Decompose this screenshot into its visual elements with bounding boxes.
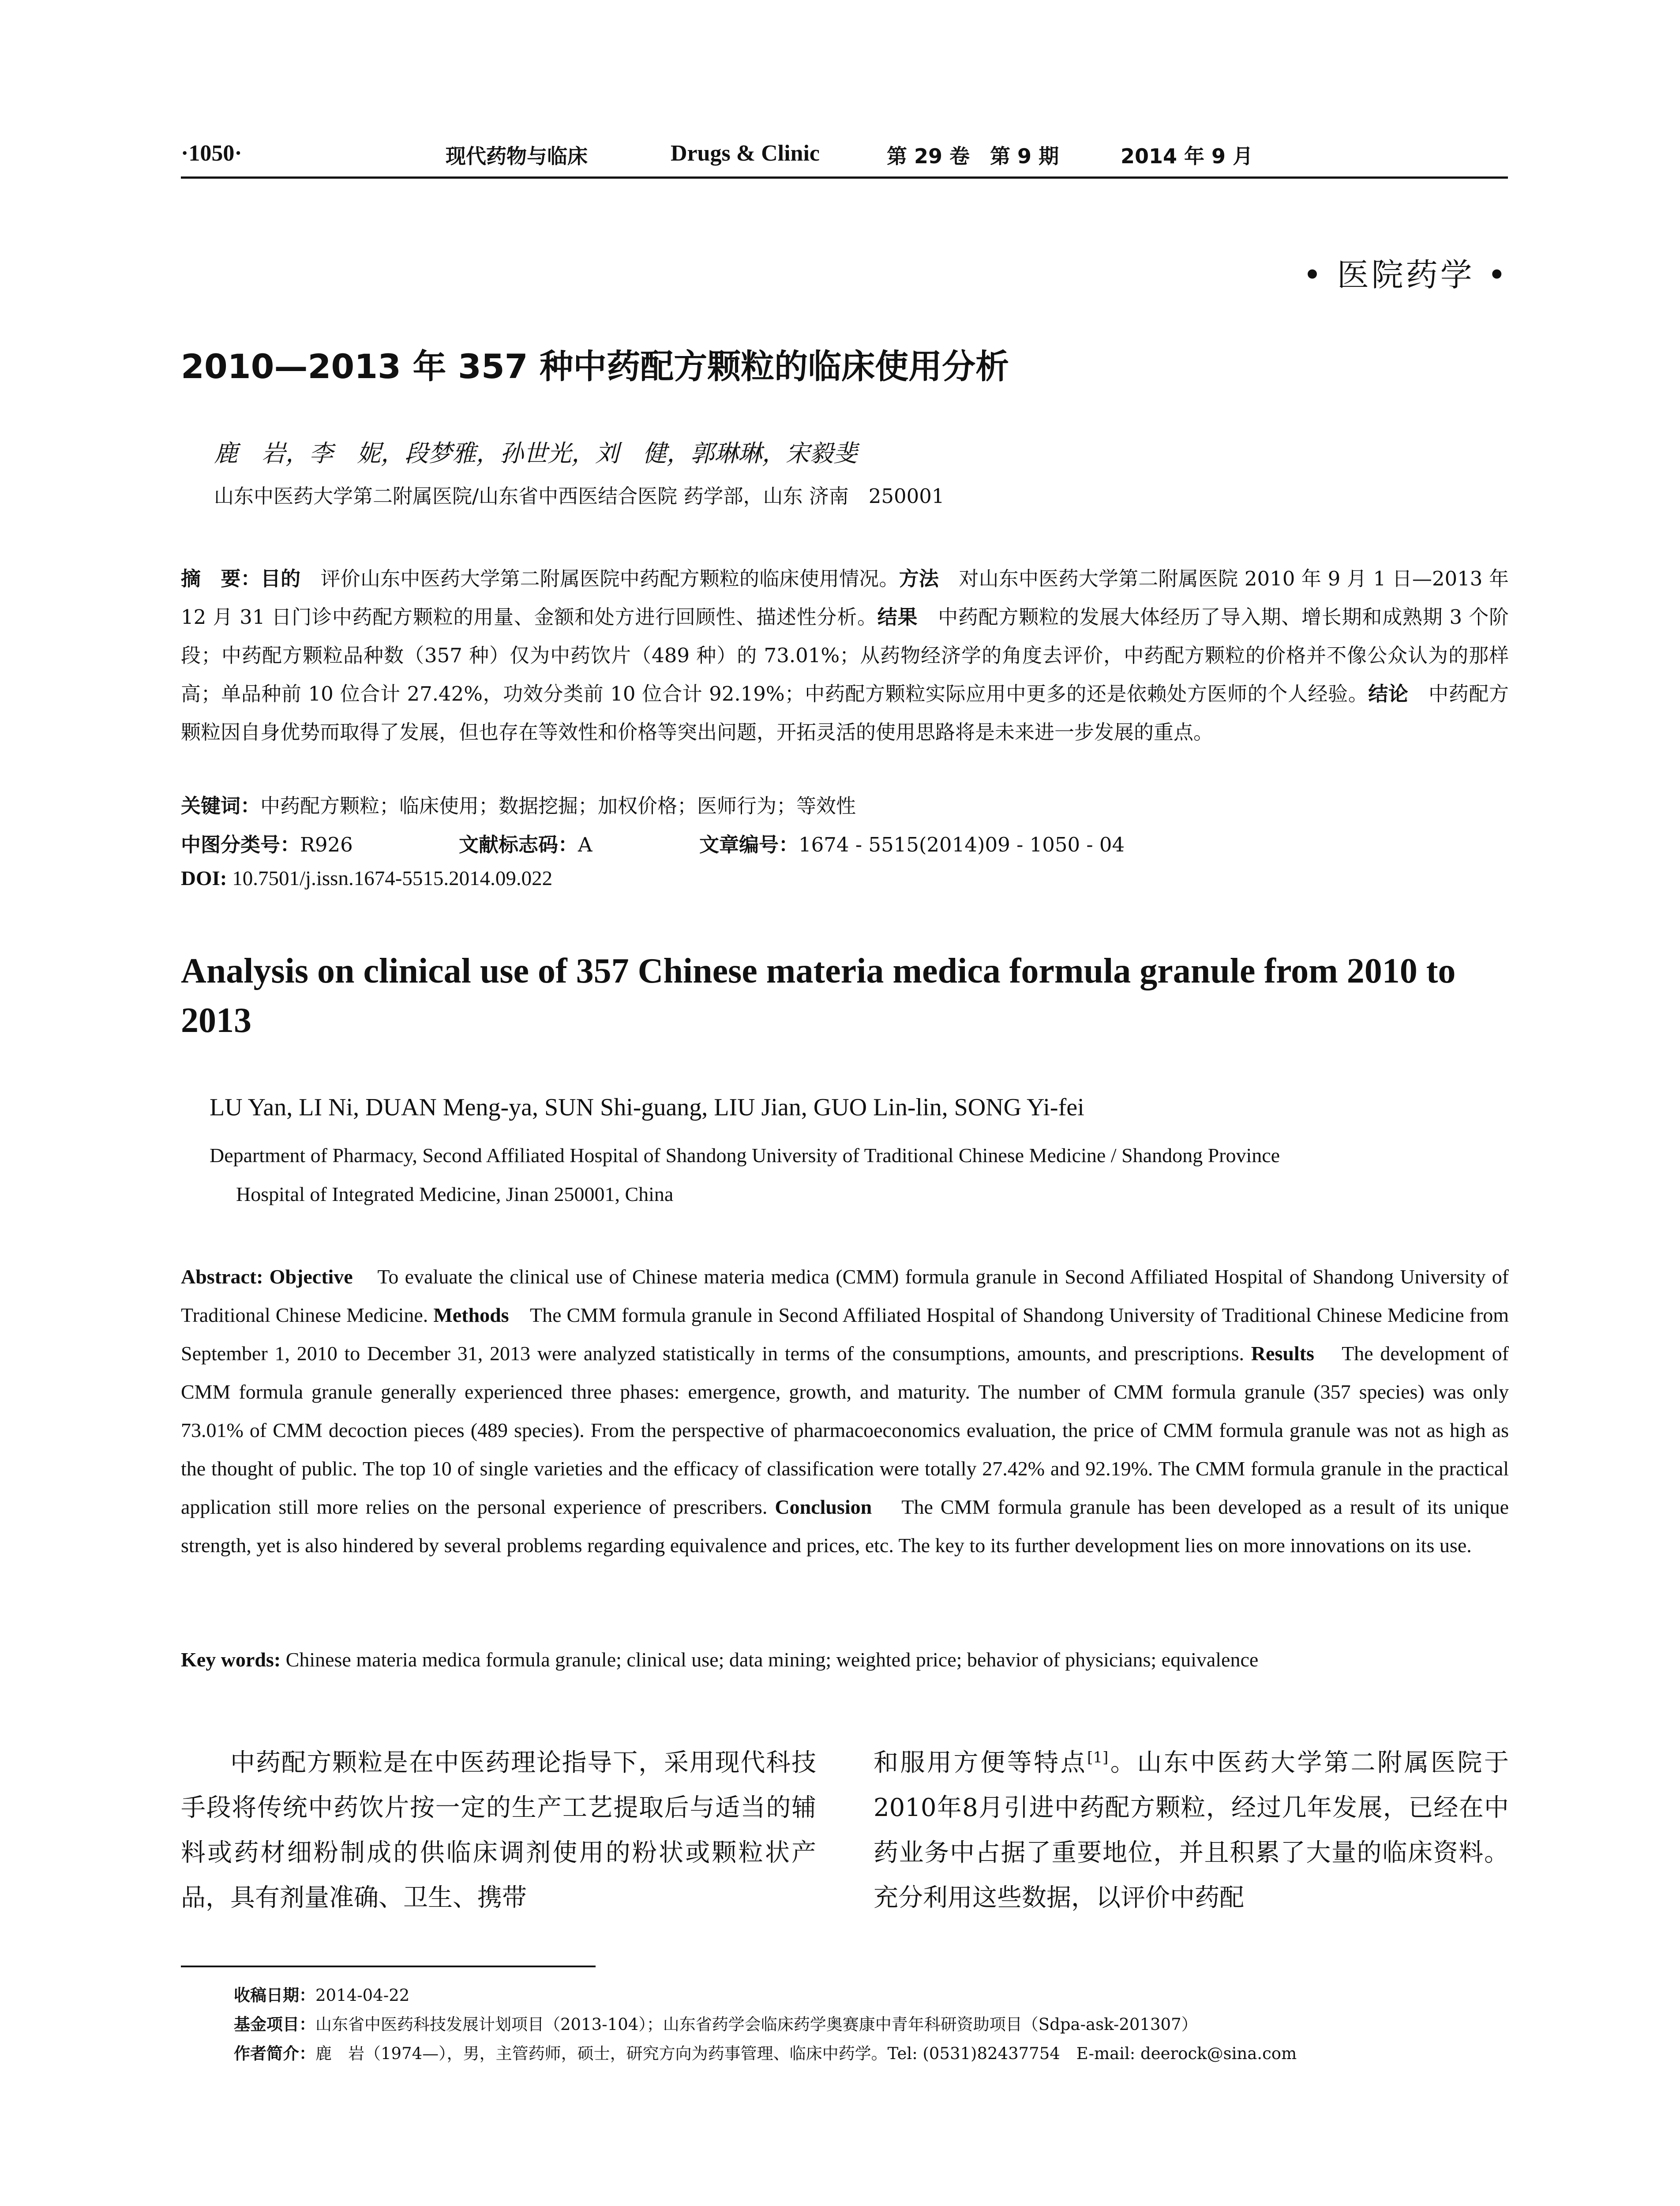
conclusion-en: The CMM formula granule has been developed as a result of its unique strength, yet is also hindered by several problems regarding equivalence and prices, etc. The key to its further development lies on more innovations on its use. [181,1496,1509,1557]
volume-issue: 第 29 卷 第 9 期 [887,144,1059,168]
methods-label-en: Methods [433,1304,509,1326]
article-number-value: 1674 - 5515(2014)09 - 1050 - 04 [799,833,1125,856]
abstract-cn [181,559,1509,751]
doi-line [181,867,1509,890]
fund-label: 基金项目： [234,2015,315,2034]
affiliation-en [210,1136,1509,1214]
conclusion-cn: 中药配方颗粒因自身优势而取得了发展，但也存在等效性和价格等突出问题，开拓灵活的使用思路将是未来进一步发展的重点。 [181,682,1509,744]
results-en: The development of CMM formula granule generally experienced three phases: emergence, growth, and maturity. The number of CMM formula granule (357 species) was only 73.01% of CMM decoction pieces (489 species). From the perspective of pharmacoeconomics evaluation, the price of CMM formula granule was not as high as the thought of public. The top 10 of single varieties and the efficacy of classification were totally 27.42% and 92.19%. The CMM formula granule in the practical application still more relies on the personal experience of prescribers. [181,1342,1509,1518]
methods-label-cn: 方法 [899,567,939,590]
authors-cn: 鹿 岩，李 妮，段梦雅，孙世光，刘 健，郭琳琳，宋毅斐 [214,439,857,467]
results-label-en: Results [1251,1342,1314,1365]
abstract-cn-label: 摘 要： [181,567,261,590]
doc-code [459,829,592,857]
keywords-cn [181,790,1509,818]
body-column-left: 中药配方颗粒是在中医药理论指导下，采用现代科技手段将传统中药饮片按一定的生产工艺提取后与适当的辅料或药材细粉制成的供临床调剂使用的粉状或颗粒状产品，具有剂量准确、卫生、携带 [181,1748,816,1912]
conclusion-label-en: Conclusion [775,1496,872,1518]
doi-label: DOI: [181,867,227,890]
keywords-cn-label: 关键词： [181,794,261,818]
objective-cn: 评价山东中医药大学第二附属医院中药配方颗粒的临床使用情况。 [320,567,899,590]
received-date: 2014-04-22 [315,1986,410,2005]
body-column-right [874,1741,1509,1921]
article-number-label: 文章编号： [699,833,799,856]
received-label: 收稿日期： [234,1986,315,2005]
footnote-received [234,1981,1509,2010]
section-label: • 医院药学 • [1303,256,1509,293]
doc-code-label: 文献标志码： [459,833,578,856]
footnote-rule [181,1966,596,1967]
results-cn: 中药配方颗粒的发展大体经历了导入期、增长期和成熟期 3 个阶段；中药配方颗粒品种数（357 种）仅为中药饮片（489 种）的 73.01%；从药物经济学的角度去评价，中药配方颗粒的价格并不像公众认为的那样高；单品种前 10 位合计 27.42%，功效分类前 10 位合计 92.19%；中药配方颗粒实际应用中更多的还是依赖处方医师的个人经验。 [181,605,1509,705]
keywords-cn-text: 中药配方颗粒；临床使用；数据挖掘；加权价格；医师行为；等效性 [260,794,856,818]
header-rule [181,176,1508,179]
affiliation-cn: 山东中医药大学第二附属医院/山东省中西医结合医院 药学部，山东 济南 250001 [214,484,945,508]
methods-en: The CMM formula granule in Second Affiliated Hospital of Shandong University of Traditional Chinese Medicine from September 1, 2010 to December 31, 2013 were analyzed statistically in terms of the consumptions, amounts, and prescriptions. [181,1304,1509,1365]
objective-en: To evaluate the clinical use of Chinese materia medica (CMM) formula granule in Second Affiliated Hospital of Shandong University of Traditional Chinese Medicine. [181,1265,1509,1326]
running-header [181,140,1508,176]
author-bio-label: 作者简介： [234,2044,315,2063]
objective-label-en: Objective [269,1265,353,1288]
page-number: ·1050· [181,141,242,166]
footnotes [234,1981,1509,2068]
results-label-cn: 结果 [877,605,918,629]
authors-en: LU Yan, LI Ni, DUAN Meng-ya, SUN Shi-guang, LIU Jian, GUO Lin-lin, SONG Yi-fei [210,1094,1084,1121]
citation-ref[interactable]: [1] [1087,1748,1109,1767]
keywords-en-text: Chinese materia medica formula granule; clinical use; data mining; weighted price; behavior of physicians; equivalence [285,1648,1259,1671]
keywords-en [181,1648,1509,1671]
doi-value: 10.7501/j.issn.1674-5515.2014.09.022 [232,867,553,890]
clc-code [181,829,353,857]
title-cn: 2010—2013 年 357 种中药配方颗粒的临床使用分析 [181,347,1009,386]
journal-name-en: Drugs & Clinic [671,141,820,166]
conclusion-label-cn: 结论 [1368,682,1409,705]
footnote-author [234,2039,1509,2068]
methods-cn: 对山东中医药大学第二附属医院 2010 年 9 月 1 日—2013 年 12 月 31 日门诊中药配方颗粒的用量、金额和处方进行回顾性、描述性分析。 [181,567,1509,629]
affiliation-en-line2: Hospital of Integrated Medicine, Jinan 250001, China [236,1183,674,1205]
keywords-en-label: Key words: [181,1648,281,1671]
title-en: Analysis on clinical use of 357 Chinese materia medica formula granule from 2010 to 2013 [181,952,1456,1040]
classification-line [181,829,1509,855]
abstract-en [181,1257,1509,1564]
journal-name-cn: 现代药物与临床 [446,144,588,168]
footnote-fund [234,2010,1509,2039]
fund-text: 山东省中医药科技发展计划项目（2013-104）；山东省药学会临床药学奥赛康中青年科研资助项目（Sdpa-ask-201307） [315,2015,1198,2034]
affiliation-en-line1: Department of Pharmacy, Second Affiliated Hospital of Shandong University of Traditional Chinese Medicine / Shandong Province [210,1144,1280,1167]
doc-code-value: A [578,833,592,856]
abstract-en-label: Abstract: [181,1265,263,1288]
author-bio-text: 鹿 岩（1974—），男，主管药师，硕士，研究方向为药事管理、临床中药学。Tel: (0531)82437754 E-mail: deerock@sina.com [315,2044,1297,2063]
clc-label: 中图分类号： [181,833,300,856]
objective-label-cn: 目的 [260,567,301,590]
body-right-text-2: 。山东中医药大学第二附属医院于2010年8月引进中药配方颗粒，经过几年发展，已经在中药业务中占据了重要地位，并且积累了大量的临床资料。充分利用这些数据，以评价中药配 [874,1748,1509,1912]
issue-date: 2014 年 9 月 [1121,144,1253,168]
article-number [699,829,1125,857]
clc-value: R926 [300,833,353,856]
body-right-text-1: 和服用方便等特点 [874,1748,1088,1777]
